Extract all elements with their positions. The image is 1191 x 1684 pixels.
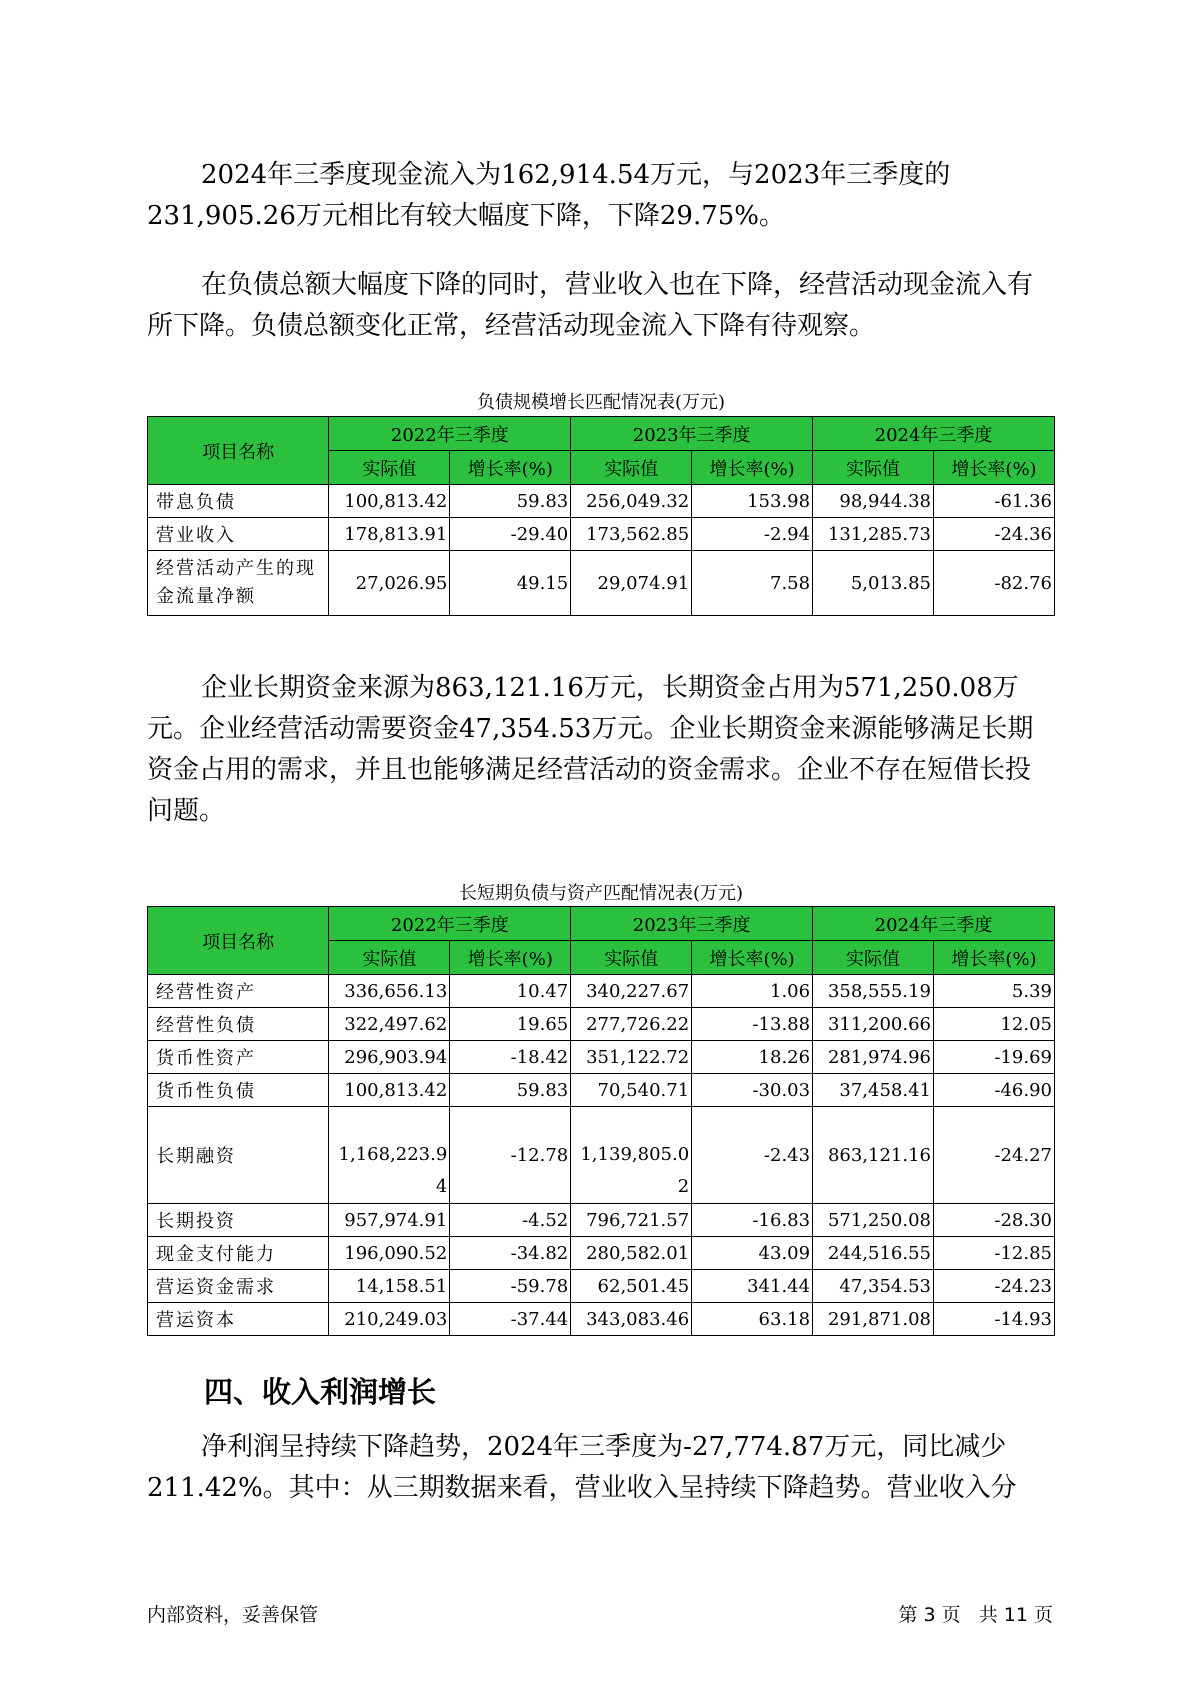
header-period: 2024年三季度 — [813, 417, 1055, 451]
cell-value: 796,721.57 — [571, 1204, 692, 1237]
table-row — [148, 1074, 1055, 1107]
header-item-name: 项目名称 — [148, 417, 329, 485]
cell-value: 571,250.08 — [813, 1204, 934, 1237]
table-row — [148, 1303, 1055, 1336]
cell-value: 70,540.71 — [571, 1074, 692, 1107]
table1-caption: 负债规模增长匹配情况表(万元) — [476, 392, 726, 413]
cell-value: -2.43 — [692, 1107, 813, 1204]
cell-value: 18.26 — [692, 1041, 813, 1074]
cell-value: 37,458.41 — [813, 1074, 934, 1107]
table-row — [148, 1041, 1055, 1074]
cell-value: 358,555.19 — [813, 975, 934, 1008]
header-actual: 实际值 — [571, 451, 692, 485]
cell-value: 29,074.91 — [571, 551, 692, 616]
cell-value: 957,974.91 — [329, 1204, 450, 1237]
row-name: 营业收入 — [148, 518, 329, 551]
cell-value: 62,501.45 — [571, 1270, 692, 1303]
cell-value: -82.76 — [934, 551, 1055, 616]
cell-value: 340,227.67 — [571, 975, 692, 1008]
cell-value: -12.85 — [934, 1237, 1055, 1270]
cell-value: -14.93 — [934, 1303, 1055, 1336]
row-name: 货币性资产 — [148, 1041, 329, 1074]
table-row — [148, 1008, 1055, 1041]
row-name: 经营性资产 — [148, 975, 329, 1008]
header-period: 2023年三季度 — [571, 417, 813, 451]
cell-value: -59.78 — [450, 1270, 571, 1303]
cell-value: 178,813.91 — [329, 518, 450, 551]
cell-value: 131,285.73 — [813, 518, 934, 551]
cell-value: 43.09 — [692, 1237, 813, 1270]
cell-value: 336,656.13 — [329, 975, 450, 1008]
cell-value: 351,122.72 — [571, 1041, 692, 1074]
header-period: 2023年三季度 — [571, 907, 813, 941]
cell-value: -46.90 — [934, 1074, 1055, 1107]
header-item-name: 项目名称 — [148, 907, 329, 975]
row-name: 长期融资 — [148, 1107, 329, 1204]
row-name: 经营活动产生的现金流量净额 — [148, 551, 329, 616]
cell-value: 59.83 — [450, 485, 571, 518]
header-actual: 实际值 — [813, 941, 934, 975]
cell-value: 341.44 — [692, 1270, 813, 1303]
cell-value: -34.82 — [450, 1237, 571, 1270]
cell-value: 281,974.96 — [813, 1041, 934, 1074]
cell-value: -29.40 — [450, 518, 571, 551]
cell-value: -24.23 — [934, 1270, 1055, 1303]
section-heading: 四、收入利润增长 — [204, 1375, 437, 1409]
cell-value: 5,013.85 — [813, 551, 934, 616]
cell-value: 49.15 — [450, 551, 571, 616]
cell-value: -24.36 — [934, 518, 1055, 551]
row-name: 营运资金需求 — [148, 1270, 329, 1303]
header-actual: 实际值 — [329, 451, 450, 485]
table-row — [148, 1237, 1055, 1270]
cell-value: 1,139,805.02 — [571, 1107, 692, 1204]
header-growth: 增长率(%) — [692, 941, 813, 975]
cell-value: 98,944.38 — [813, 485, 934, 518]
header-growth: 增长率(%) — [934, 941, 1055, 975]
cell-value: -16.83 — [692, 1204, 813, 1237]
cell-value: 173,562.85 — [571, 518, 692, 551]
cell-value: 19.65 — [450, 1008, 571, 1041]
footer-page-number: 第 3 页 共 11 页 — [898, 1604, 1053, 1626]
cell-value: -12.78 — [450, 1107, 571, 1204]
asset-liability-table — [147, 906, 1055, 1336]
cell-value: 27,026.95 — [329, 551, 450, 616]
debt-growth-table — [147, 416, 1055, 616]
cell-value: 63.18 — [692, 1303, 813, 1336]
cell-value: 343,083.46 — [571, 1303, 692, 1336]
cell-value: 47,354.53 — [813, 1270, 934, 1303]
table-row — [148, 551, 1055, 616]
cell-value: -61.36 — [934, 485, 1055, 518]
cell-value: 100,813.42 — [329, 1074, 450, 1107]
cell-value: 210,249.03 — [329, 1303, 450, 1336]
cell-value: 277,726.22 — [571, 1008, 692, 1041]
cell-value: 100,813.42 — [329, 485, 450, 518]
row-name: 带息负债 — [148, 485, 329, 518]
cell-value: 256,049.32 — [571, 485, 692, 518]
cell-value: -28.30 — [934, 1204, 1055, 1237]
table-row — [148, 1204, 1055, 1237]
header-actual: 实际值 — [813, 451, 934, 485]
table-row — [148, 975, 1055, 1008]
row-name: 长期投资 — [148, 1204, 329, 1237]
cell-value: 10.47 — [450, 975, 571, 1008]
cell-value: 1,168,223.94 — [329, 1107, 450, 1204]
cell-value: -24.27 — [934, 1107, 1055, 1204]
paragraph-debt-summary: 在负债总额大幅度下降的同时，营业收入也在下降，经营活动现金流入有所下降。负债总额变化正常，经营活动现金流入下降有待观察。 — [147, 270, 1034, 341]
header-actual: 实际值 — [329, 941, 450, 975]
cell-value: 14,158.51 — [329, 1270, 450, 1303]
cell-value: 244,516.55 — [813, 1237, 934, 1270]
row-name: 经营性负债 — [148, 1008, 329, 1041]
paragraph-long-term-funds: 企业长期资金来源为863,121.16万元，长期资金占用为571,250.08万元。企业经营活动需要资金47,354.53万元。企业长期资金来源能够满足长期资金占用的需求，并且也能够满足经营活动的资金需求。企业不存在短借长投问题。 — [147, 673, 1034, 826]
cell-value: -18.42 — [450, 1041, 571, 1074]
cell-value: -13.88 — [692, 1008, 813, 1041]
table-row — [148, 1107, 1055, 1204]
header-growth: 增长率(%) — [934, 451, 1055, 485]
row-name: 现金支付能力 — [148, 1237, 329, 1270]
row-name: 营运资本 — [148, 1303, 329, 1336]
row-name: 货币性负债 — [148, 1074, 329, 1107]
header-growth: 增长率(%) — [450, 451, 571, 485]
header-growth: 增长率(%) — [450, 941, 571, 975]
cell-value: 291,871.08 — [813, 1303, 934, 1336]
header-period: 2022年三季度 — [329, 907, 571, 941]
cell-value: 12.05 — [934, 1008, 1055, 1041]
table-row — [148, 1270, 1055, 1303]
cell-value: 7.58 — [692, 551, 813, 616]
cell-value: 153.98 — [692, 485, 813, 518]
cell-value: 280,582.01 — [571, 1237, 692, 1270]
cell-value: -4.52 — [450, 1204, 571, 1237]
cell-value: 1.06 — [692, 975, 813, 1008]
header-growth: 增长率(%) — [692, 451, 813, 485]
cell-value: -37.44 — [450, 1303, 571, 1336]
header-actual: 实际值 — [571, 941, 692, 975]
cell-value: 863,121.16 — [813, 1107, 934, 1204]
cell-value: 5.39 — [934, 975, 1055, 1008]
cell-value: 296,903.94 — [329, 1041, 450, 1074]
header-period: 2022年三季度 — [329, 417, 571, 451]
header-period: 2024年三季度 — [813, 907, 1055, 941]
cell-value: -2.94 — [692, 518, 813, 551]
footer-confidential: 内部资料，妥善保管 — [147, 1604, 319, 1626]
cell-value: 311,200.66 — [813, 1008, 934, 1041]
paragraph-net-profit: 净利润呈持续下降趋势，2024年三季度为-27,774.87万元，同比减少211.42%。其中：从三期数据来看，营业收入呈持续下降趋势。营业收入分 — [147, 1432, 1017, 1503]
cell-value: -30.03 — [692, 1074, 813, 1107]
paragraph-cash-inflow: 2024年三季度现金流入为162,914.54万元，与2023年三季度的231,905.26万元相比有较大幅度下降，下降29.75%。 — [147, 160, 951, 231]
cell-value: 322,497.62 — [329, 1008, 450, 1041]
table-row — [148, 485, 1055, 518]
table-row — [148, 518, 1055, 551]
cell-value: 59.83 — [450, 1074, 571, 1107]
cell-value: 196,090.52 — [329, 1237, 450, 1270]
cell-value: -19.69 — [934, 1041, 1055, 1074]
table2-caption: 长短期负债与资产匹配情况表(万元) — [458, 883, 744, 904]
